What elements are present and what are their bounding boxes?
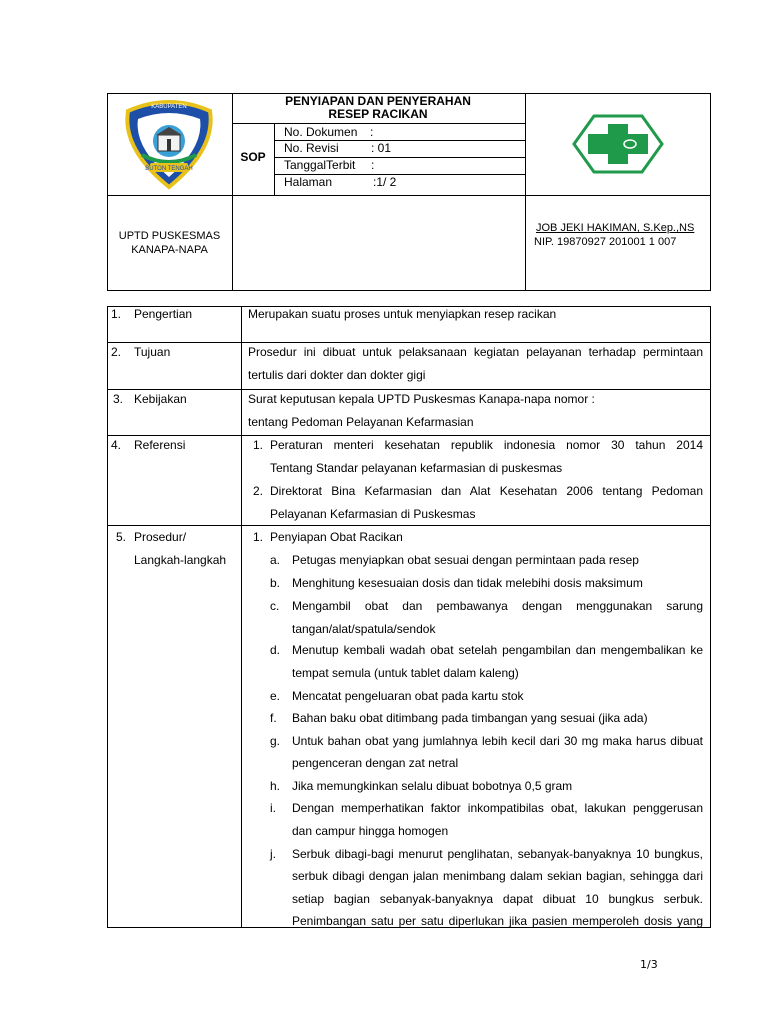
step-h-letter: h. xyxy=(270,779,281,793)
step-j-line-3: setiap bagian sebanyak-banyaknya dapat dibuat 10 bungkus serbuk. xyxy=(292,892,703,906)
step-b-line-1: Menghitung kesesuaian dosis dan tidak melebihi dosis maksimum xyxy=(292,576,643,590)
step-d-letter: d. xyxy=(270,643,281,657)
section-5-label: Prosedur/ xyxy=(134,530,187,544)
section-1-number: 1. xyxy=(111,307,122,321)
step-j-line-4: Penimbangan satu per satu diperlukan jika pasien memperoleh dosis yang xyxy=(292,914,703,928)
step-d-line-2: tempat semula (untuk tablet dalam kaleng) xyxy=(292,666,519,680)
step-i-letter: i. xyxy=(270,801,276,815)
section-1-text: Merupakan suatu proses untuk menyiapkan resep racikan xyxy=(248,307,557,321)
page-number: 1/3 xyxy=(640,958,658,971)
title-line-1: PENYIAPAN DAN PENYERAHAN xyxy=(285,94,471,108)
step-i-line-1: Dengan memperhatikan faktor inkompatibilas obat, lakukan penggerusan xyxy=(292,801,703,815)
signer-nip: NIP. 19870927 201001 1 007 xyxy=(534,236,677,248)
section-1-label: Pengertian xyxy=(134,307,193,321)
step-j-letter: j. xyxy=(270,847,276,861)
reference-2-line-1: Direktorat Bina Kefarmasian dan Alat Kesehatan 2006 tentang Pedoman xyxy=(270,484,703,498)
logo-top-text: KABUPATEN xyxy=(151,104,187,110)
reference-1-number: 1. xyxy=(253,438,264,452)
meta-page-label: Halaman xyxy=(284,175,333,189)
section-4-label: Referensi xyxy=(134,438,186,452)
sop-label: SOP xyxy=(240,150,266,164)
meta-revision-label: No. Revisi xyxy=(284,141,339,155)
step-j-line-1: Serbuk dibagi-bagi menurut penglihatan, sebanyak-banyaknya 10 bungkus, xyxy=(292,847,703,861)
signer-name: JOB JEKI HAKIMAN, S.Kep.,NS xyxy=(536,222,695,234)
title-line-2: RESEP RACIKAN xyxy=(328,107,428,121)
step-a-line-1: Petugas menyiapkan obat sesuai dengan permintaan pada resep xyxy=(292,553,639,567)
section-2-number: 2. xyxy=(111,345,122,359)
step-c-line-1: Mengambil obat dan pembawanya dengan menggunakan sarung xyxy=(292,599,703,613)
reference-2-number: 2. xyxy=(253,484,264,498)
meta-doc-number-label: No. Dokumen xyxy=(284,125,358,139)
reference-1-line-2: Tentang Standar pelayanan kefarmasian di puskesmas xyxy=(270,461,563,475)
step-f-line-1: Bahan baku obat ditimbang pada timbangan yang sesuai (jika ada) xyxy=(292,711,648,725)
step-d-line-1: Menutup kembali wadah obat setelah pengambilan dan mengembalikan ke xyxy=(292,643,703,657)
regency-emblem-logo xyxy=(118,99,220,191)
section-3-label: Kebijakan xyxy=(134,392,187,406)
step-a-letter: a. xyxy=(270,553,281,567)
section-2-label: Tujuan xyxy=(134,345,171,359)
step-j-line-2: serbuk dibagi dengan jalan menimbang dalam sekian bagian, sehingga dari xyxy=(292,869,703,883)
organization-name xyxy=(108,229,231,257)
step-g-line-2: pengenceran dengan zat netral xyxy=(292,756,459,770)
meta-page-value: :1/ 2 xyxy=(373,175,397,189)
step-i-line-2: dan campur hingga homogen xyxy=(292,824,449,838)
step-c-letter: c. xyxy=(270,599,280,613)
section-2-text-line-1: Prosedur ini dibuat untuk pelaksanaan kegiatan pelayanan terhadap permintaan xyxy=(248,345,703,359)
org-line-1: UPTD PUSKESMAS xyxy=(118,230,221,242)
step-e-letter: e. xyxy=(270,689,281,703)
procedure-heading-number: 1. xyxy=(253,530,264,544)
section-3-text-line-2: tentang Pedoman Pelayanan Kefarmasian xyxy=(248,415,474,429)
meta-issue-date-value: : xyxy=(371,158,375,172)
procedure-heading: Penyiapan Obat Racikan xyxy=(270,530,403,544)
org-line-2: KANAPA-NAPA xyxy=(131,244,208,256)
step-h-line-1: Jika memungkinkan selalu dibuat bobotnya 0,5 gram xyxy=(292,779,573,793)
step-g-line-1: Untuk bahan obat yang jumlahnya lebih kecil dari 30 mg maka harus dibuat xyxy=(292,734,703,748)
section-4-number: 4. xyxy=(111,438,122,452)
reference-1-line-1: Peraturan menteri kesehatan republik indonesia nomor 30 tahun 2014 xyxy=(270,438,703,452)
reference-2-line-2: Pelayanan Kefarmasian di Puskesmas xyxy=(270,507,476,521)
step-b-letter: b. xyxy=(270,576,281,590)
section-3-number: 3. xyxy=(113,392,124,406)
section-5-number: 5. xyxy=(116,530,127,544)
step-g-letter: g. xyxy=(270,734,281,748)
section-5-label-2: Langkah-langkah xyxy=(134,553,227,567)
meta-doc-number-value: : xyxy=(370,125,374,139)
puskesmas-cross-logo xyxy=(572,114,664,174)
step-c-line-2: tangan/alat/spatula/sendok xyxy=(292,622,436,636)
document-title xyxy=(232,95,524,121)
meta-issue-date-label: TanggalTerbit xyxy=(284,158,356,172)
step-e-line-1: Mencatat pengeluaran obat pada kartu stok xyxy=(292,689,524,703)
meta-revision-value: : 01 xyxy=(371,141,392,155)
section-2-text-line-2: tertulis dari dokter dan dokter gigi xyxy=(248,368,426,382)
logo-bottom-text: BUTON TENGAH xyxy=(145,166,193,172)
step-f-letter: f. xyxy=(270,711,277,725)
section-3-text-line-1: Surat keputusan kepala UPTD Puskesmas Kanapa-napa nomor : xyxy=(248,392,595,406)
